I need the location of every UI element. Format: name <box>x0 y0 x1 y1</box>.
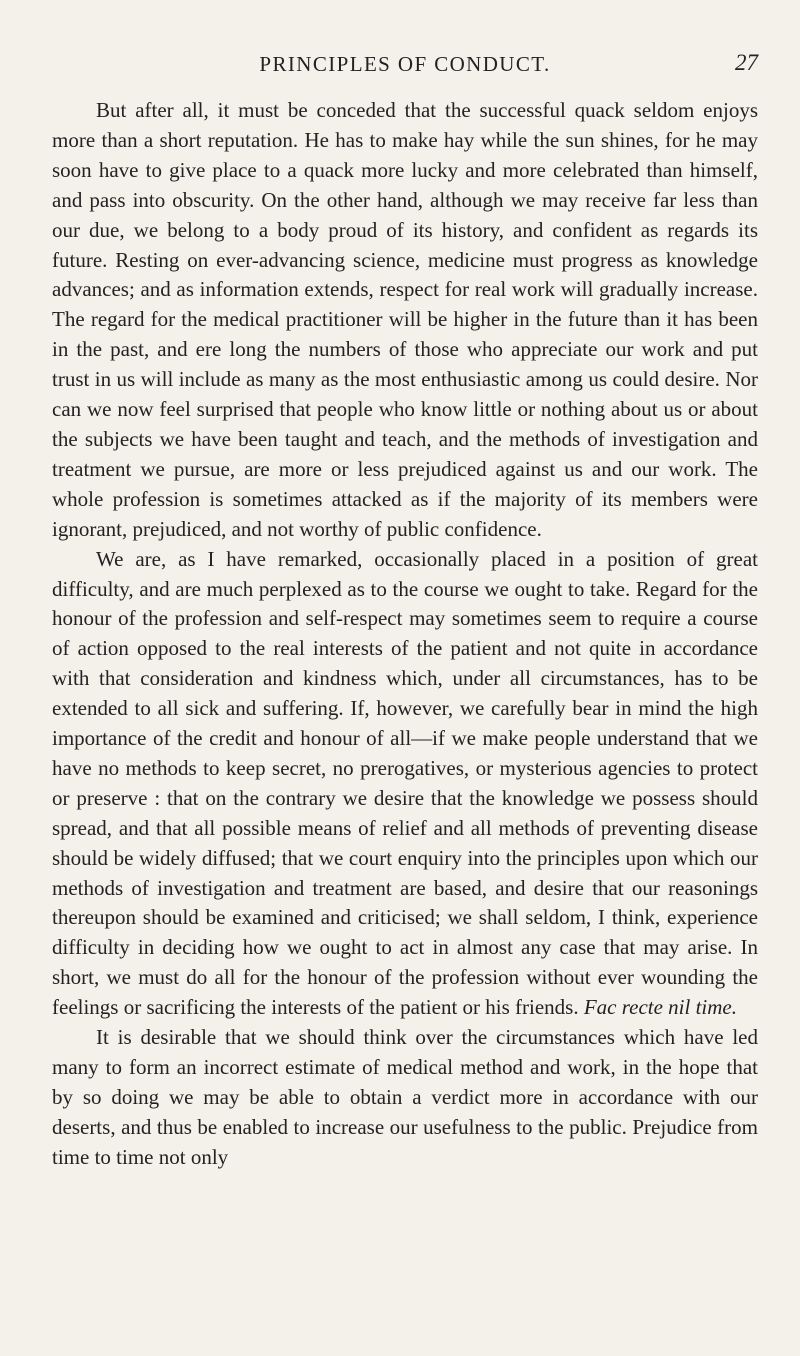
running-title: PRINCIPLES OF CONDUCT. <box>259 52 551 76</box>
paragraph-1 <box>52 96 758 545</box>
running-head <box>52 52 758 82</box>
paragraph-3-text: It is desirable that we should think over the circumstances which have led many to form an incorrect estimate of medical method and work, in the hope that by so doing we may be able to obtain a verdict more in accordance with our deserts, and thus be enabled to increase our usefulness to the public. Prejudice from time to time not only <box>52 1025 758 1169</box>
paragraph-2 <box>52 545 758 1024</box>
paragraph-2-text: We are, as I have remarked, occasionally placed in a position of great difficulty, and are much perplexed as to the course we ought to take. Regard for the honour of the profession and self-respect may sometimes seem to require a course of action opposed to the real interests of the patient and not quite in accordance with that consideration and kindness which, under all circumstances, has to be extended to all sick and suffering. If, however, we carefully bear in mind the high importance of the credit and honour of all—if we make people understand that we have no methods to keep secret, no prerogatives, or mysterious agencies to protect or preserve : that on the contrary we desire that the knowledge we possess should spread, and that all possible means of relief and all methods of preventing disease should be widely diffused; that we court enquiry into the principles upon which our methods of investigation and treatment are based, and desire that our reasonings thereupon should be examined and criticised; we shall seldom, I think, experience difficulty in deciding how we ought to act in almost any case that may arise. In short, we must do all for the honour of the profession without ever wounding the feelings or sacrificing the interests of the patient or his friends. <box>52 546 758 1020</box>
page-number: 27 <box>735 50 758 75</box>
paragraph-1-text: But after all, it must be conceded that the successful quack seldom enjoys more than a short reputation. He has to make hay while the sun shines, for he may soon have to give place to a quack more lucky and more celebrated than himself, and pass into obscurity. On the other hand, although we may receive far less than our due, we belong to a body proud of its history, and confident as regards its future. Resting on ever-advancing science, medicine must progress as knowledge advances; and as information extends, respect for real work will gradually increase. The regard for the medical practitioner will be higher in the future than it has been in the past, and ere long the numbers of those who appreciate our work and put trust in us will include as many as the most enthusiastic among us could desire. Nor can we now feel surprised that people who know little or nothing about us or about the subjects we have been taught and teach, and the methods of investigation and treatment we pursue, are more or less prejudiced against us and our work. The whole profession is sometimes attacked as if the majority of its members were ignorant, prejudiced, and not worthy of public confidence. <box>52 98 758 541</box>
latin-motto: Fac recte nil time. <box>583 995 738 1020</box>
body-text <box>52 96 758 1173</box>
paragraph-3 <box>52 1023 758 1173</box>
